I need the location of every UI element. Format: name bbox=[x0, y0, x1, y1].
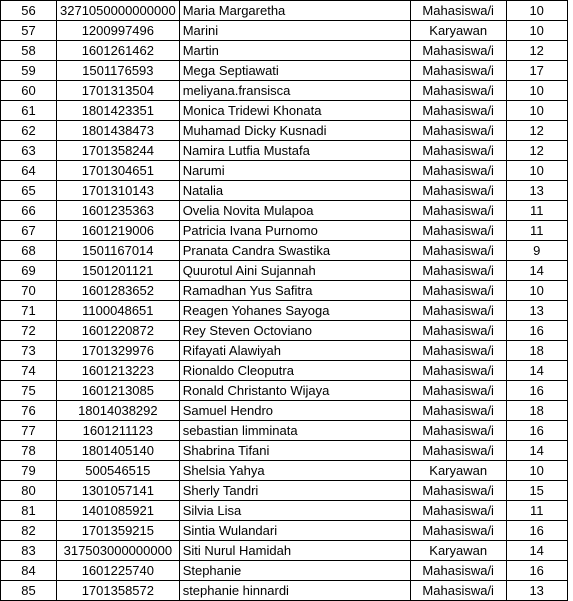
status-cell[interactable]: Mahasiswa/i bbox=[410, 301, 506, 321]
id-number-cell[interactable]: 18014038292 bbox=[57, 401, 180, 421]
row-number-cell[interactable]: 65 bbox=[1, 181, 57, 201]
table-row bbox=[1, 181, 568, 201]
status-cell[interactable]: Mahasiswa/i bbox=[410, 81, 506, 101]
table-row bbox=[1, 401, 568, 421]
name-cell[interactable]: Samuel Hendro bbox=[179, 401, 410, 421]
id-number-cell[interactable]: 1701358244 bbox=[57, 141, 180, 161]
name-cell[interactable]: Narumi bbox=[179, 161, 410, 181]
id-number-cell[interactable]: 1601220872 bbox=[57, 321, 180, 341]
table-row bbox=[1, 201, 568, 221]
score-cell[interactable]: 10 bbox=[506, 161, 567, 181]
name-cell[interactable]: Shelsia Yahya bbox=[179, 461, 410, 481]
table-row bbox=[1, 261, 568, 281]
id-number-cell[interactable]: 1701310143 bbox=[57, 181, 180, 201]
score-cell[interactable]: 14 bbox=[506, 261, 567, 281]
name-cell[interactable]: Namira Lutfia Mustafa bbox=[179, 141, 410, 161]
row-number-cell[interactable]: 66 bbox=[1, 201, 57, 221]
row-number-cell[interactable]: 76 bbox=[1, 401, 57, 421]
status-cell[interactable]: Mahasiswa/i bbox=[410, 581, 506, 601]
row-number-cell[interactable]: 73 bbox=[1, 341, 57, 361]
row-number-cell[interactable]: 77 bbox=[1, 421, 57, 441]
id-number-cell[interactable]: 1601219006 bbox=[57, 221, 180, 241]
row-number-cell[interactable]: 85 bbox=[1, 581, 57, 601]
table-row bbox=[1, 501, 568, 521]
table-row bbox=[1, 301, 568, 321]
status-cell[interactable]: Mahasiswa/i bbox=[410, 41, 506, 61]
status-cell[interactable]: Karyawan bbox=[410, 541, 506, 561]
status-cell[interactable]: Mahasiswa/i bbox=[410, 121, 506, 141]
score-cell[interactable]: 12 bbox=[506, 41, 567, 61]
score-cell[interactable]: 14 bbox=[506, 361, 567, 381]
table-row bbox=[1, 361, 568, 381]
status-cell[interactable]: Mahasiswa/i bbox=[410, 481, 506, 501]
id-number-cell[interactable]: 1601211123 bbox=[57, 421, 180, 441]
id-number-cell[interactable]: 1601235363 bbox=[57, 201, 180, 221]
id-number-cell[interactable]: 1601213223 bbox=[57, 361, 180, 381]
name-cell[interactable]: Silvia Lisa bbox=[179, 501, 410, 521]
status-cell[interactable]: Mahasiswa/i bbox=[410, 261, 506, 281]
id-number-cell[interactable]: 1701304651 bbox=[57, 161, 180, 181]
table-row bbox=[1, 541, 568, 561]
table-row bbox=[1, 41, 568, 61]
table-row bbox=[1, 141, 568, 161]
id-number-cell[interactable]: 500546515 bbox=[57, 461, 180, 481]
row-number-cell[interactable]: 84 bbox=[1, 561, 57, 581]
name-cell[interactable]: Ronald Christanto Wijaya bbox=[179, 381, 410, 401]
score-cell[interactable]: 16 bbox=[506, 381, 567, 401]
status-cell[interactable]: Mahasiswa/i bbox=[410, 521, 506, 541]
name-cell[interactable]: Pranata Candra Swastika bbox=[179, 241, 410, 261]
status-cell[interactable]: Mahasiswa/i bbox=[410, 281, 506, 301]
table-row bbox=[1, 481, 568, 501]
row-number-cell[interactable]: 68 bbox=[1, 241, 57, 261]
status-cell[interactable]: Mahasiswa/i bbox=[410, 501, 506, 521]
id-number-cell[interactable]: 1701313504 bbox=[57, 81, 180, 101]
status-cell[interactable]: Mahasiswa/i bbox=[410, 141, 506, 161]
name-cell[interactable]: Siti Nurul Hamidah bbox=[179, 541, 410, 561]
status-cell[interactable]: Mahasiswa/i bbox=[410, 381, 506, 401]
score-cell[interactable]: 10 bbox=[506, 281, 567, 301]
name-cell[interactable]: Ovelia Novita Mulapoa bbox=[179, 201, 410, 221]
score-cell[interactable]: 14 bbox=[506, 441, 567, 461]
table-row bbox=[1, 321, 568, 341]
id-number-cell[interactable]: 1200997496 bbox=[57, 21, 180, 41]
row-number-cell[interactable]: 61 bbox=[1, 101, 57, 121]
row-number-cell[interactable]: 62 bbox=[1, 121, 57, 141]
score-cell[interactable]: 12 bbox=[506, 141, 567, 161]
name-cell[interactable]: Maria Margaretha bbox=[179, 1, 410, 21]
id-number-cell[interactable]: 1701358572 bbox=[57, 581, 180, 601]
status-cell[interactable]: Mahasiswa/i bbox=[410, 401, 506, 421]
status-cell[interactable]: Karyawan bbox=[410, 461, 506, 481]
id-number-cell[interactable]: 1601283652 bbox=[57, 281, 180, 301]
score-cell[interactable]: 13 bbox=[506, 581, 567, 601]
status-cell[interactable]: Mahasiswa/i bbox=[410, 241, 506, 261]
status-cell[interactable]: Mahasiswa/i bbox=[410, 221, 506, 241]
table-row bbox=[1, 281, 568, 301]
id-number-cell[interactable]: 1701359215 bbox=[57, 521, 180, 541]
name-cell[interactable]: Reagen Yohanes Sayoga bbox=[179, 301, 410, 321]
id-number-cell[interactable]: 1301057141 bbox=[57, 481, 180, 501]
row-number-cell[interactable]: 81 bbox=[1, 501, 57, 521]
status-cell[interactable]: Mahasiswa/i bbox=[410, 1, 506, 21]
score-cell[interactable]: 16 bbox=[506, 561, 567, 581]
row-number-cell[interactable]: 67 bbox=[1, 221, 57, 241]
table-row bbox=[1, 461, 568, 481]
row-number-cell[interactable]: 64 bbox=[1, 161, 57, 181]
status-cell[interactable]: Mahasiswa/i bbox=[410, 181, 506, 201]
row-number-cell[interactable]: 79 bbox=[1, 461, 57, 481]
score-cell[interactable]: 16 bbox=[506, 421, 567, 441]
table-row bbox=[1, 221, 568, 241]
name-cell[interactable]: stephanie hinnardi bbox=[179, 581, 410, 601]
name-cell[interactable]: Martin bbox=[179, 41, 410, 61]
status-cell[interactable]: Mahasiswa/i bbox=[410, 421, 506, 441]
score-cell[interactable]: 18 bbox=[506, 401, 567, 421]
status-cell[interactable]: Mahasiswa/i bbox=[410, 101, 506, 121]
status-cell[interactable]: Mahasiswa/i bbox=[410, 341, 506, 361]
row-number-cell[interactable]: 58 bbox=[1, 41, 57, 61]
id-number-cell[interactable]: 317503000000000 bbox=[57, 541, 180, 561]
score-cell[interactable]: 13 bbox=[506, 181, 567, 201]
row-number-cell[interactable]: 69 bbox=[1, 261, 57, 281]
status-cell[interactable]: Mahasiswa/i bbox=[410, 361, 506, 381]
status-cell[interactable]: Mahasiswa/i bbox=[410, 201, 506, 221]
status-cell[interactable]: Mahasiswa/i bbox=[410, 441, 506, 461]
score-cell[interactable]: 11 bbox=[506, 201, 567, 221]
score-cell[interactable]: 10 bbox=[506, 101, 567, 121]
row-number-cell[interactable]: 59 bbox=[1, 61, 57, 81]
row-number-cell[interactable]: 78 bbox=[1, 441, 57, 461]
score-cell[interactable]: 11 bbox=[506, 221, 567, 241]
row-number-cell[interactable]: 82 bbox=[1, 521, 57, 541]
id-number-cell[interactable]: 1701329976 bbox=[57, 341, 180, 361]
row-number-cell[interactable]: 60 bbox=[1, 81, 57, 101]
id-number-cell[interactable]: 1601213085 bbox=[57, 381, 180, 401]
score-cell[interactable]: 9 bbox=[506, 241, 567, 261]
id-number-cell[interactable]: 1401085921 bbox=[57, 501, 180, 521]
name-cell[interactable]: Rionaldo Cleoputra bbox=[179, 361, 410, 381]
table-row bbox=[1, 561, 568, 581]
name-cell[interactable]: Ramadhan Yus Safitra bbox=[179, 281, 410, 301]
score-cell[interactable]: 18 bbox=[506, 341, 567, 361]
table-row bbox=[1, 381, 568, 401]
score-cell[interactable]: 16 bbox=[506, 321, 567, 341]
row-number-cell[interactable]: 74 bbox=[1, 361, 57, 381]
score-cell[interactable]: 17 bbox=[506, 61, 567, 81]
row-number-cell[interactable]: 83 bbox=[1, 541, 57, 561]
name-cell[interactable]: Monica Tridewi Khonata bbox=[179, 101, 410, 121]
id-number-cell[interactable]: 1501167014 bbox=[57, 241, 180, 261]
score-cell[interactable]: 12 bbox=[506, 121, 567, 141]
id-number-cell[interactable]: 1801423351 bbox=[57, 101, 180, 121]
table-row bbox=[1, 441, 568, 461]
name-cell[interactable]: Sherly Tandri bbox=[179, 481, 410, 501]
score-cell[interactable]: 15 bbox=[506, 481, 567, 501]
score-cell[interactable]: 16 bbox=[506, 521, 567, 541]
score-cell[interactable]: 14 bbox=[506, 541, 567, 561]
id-number-cell[interactable]: 1501201121 bbox=[57, 261, 180, 281]
name-cell[interactable]: meliyana.fransisca bbox=[179, 81, 410, 101]
id-number-cell[interactable]: 3271050000000000 bbox=[57, 1, 180, 21]
status-cell[interactable]: Karyawan bbox=[410, 21, 506, 41]
status-cell[interactable]: Mahasiswa/i bbox=[410, 561, 506, 581]
row-number-cell[interactable]: 63 bbox=[1, 141, 57, 161]
row-number-cell[interactable]: 57 bbox=[1, 21, 57, 41]
table-row bbox=[1, 61, 568, 81]
name-cell[interactable]: Marini bbox=[179, 21, 410, 41]
name-cell[interactable]: sebastian limminata bbox=[179, 421, 410, 441]
id-number-cell[interactable]: 1100048651 bbox=[57, 301, 180, 321]
id-number-cell[interactable]: 1601261462 bbox=[57, 41, 180, 61]
table-row bbox=[1, 241, 568, 261]
name-cell[interactable]: Rifayati Alawiyah bbox=[179, 341, 410, 361]
table-row bbox=[1, 161, 568, 181]
table-row bbox=[1, 121, 568, 141]
status-cell[interactable]: Mahasiswa/i bbox=[410, 61, 506, 81]
table-row bbox=[1, 341, 568, 361]
name-cell[interactable]: Rey Steven Octoviano bbox=[179, 321, 410, 341]
status-cell[interactable]: Mahasiswa/i bbox=[410, 321, 506, 341]
table-row bbox=[1, 101, 568, 121]
table-row bbox=[1, 521, 568, 541]
status-cell[interactable]: Mahasiswa/i bbox=[410, 161, 506, 181]
row-number-cell[interactable]: 75 bbox=[1, 381, 57, 401]
name-cell[interactable]: Quurotul Aini Sujannah bbox=[179, 261, 410, 281]
name-cell[interactable]: Mega Septiawati bbox=[179, 61, 410, 81]
table-body bbox=[1, 1, 568, 601]
row-number-cell[interactable]: 72 bbox=[1, 321, 57, 341]
name-cell[interactable]: Shabrina Tifani bbox=[179, 441, 410, 461]
table-row bbox=[1, 581, 568, 601]
name-cell[interactable]: Natalia bbox=[179, 181, 410, 201]
score-cell[interactable]: 10 bbox=[506, 461, 567, 481]
id-number-cell[interactable]: 1801405140 bbox=[57, 441, 180, 461]
score-cell[interactable]: 10 bbox=[506, 81, 567, 101]
row-number-cell[interactable]: 71 bbox=[1, 301, 57, 321]
row-number-cell[interactable]: 80 bbox=[1, 481, 57, 501]
id-number-cell[interactable]: 1801438473 bbox=[57, 121, 180, 141]
id-number-cell[interactable]: 1601225740 bbox=[57, 561, 180, 581]
name-cell[interactable]: Muhamad Dicky Kusnadi bbox=[179, 121, 410, 141]
id-number-cell[interactable]: 1501176593 bbox=[57, 61, 180, 81]
name-cell[interactable]: Stephanie bbox=[179, 561, 410, 581]
score-cell[interactable]: 11 bbox=[506, 501, 567, 521]
table-row bbox=[1, 421, 568, 441]
table-row bbox=[1, 1, 568, 21]
score-cell[interactable]: 10 bbox=[506, 21, 567, 41]
table-row bbox=[1, 21, 568, 41]
row-number-cell[interactable]: 70 bbox=[1, 281, 57, 301]
score-cell[interactable]: 13 bbox=[506, 301, 567, 321]
table-row bbox=[1, 81, 568, 101]
name-cell[interactable]: Sintia Wulandari bbox=[179, 521, 410, 541]
name-cell[interactable]: Patricia Ivana Purnomo bbox=[179, 221, 410, 241]
row-number-cell[interactable]: 56 bbox=[1, 1, 57, 21]
score-cell[interactable]: 10 bbox=[506, 1, 567, 21]
